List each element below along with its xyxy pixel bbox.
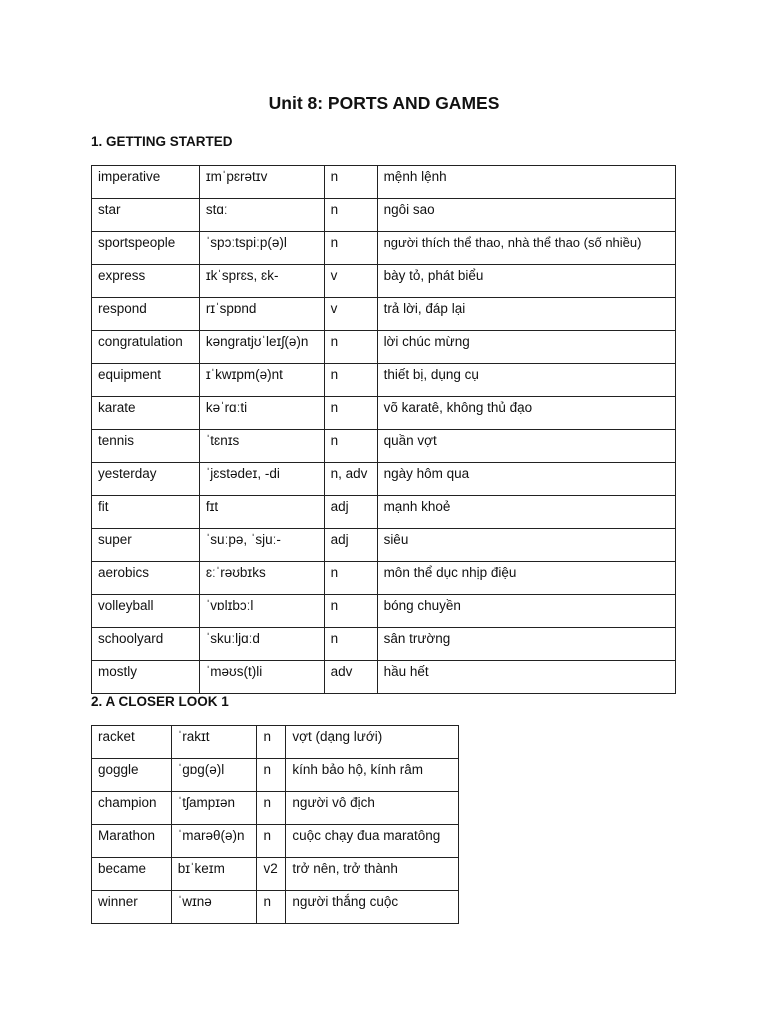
word-cell: racket [92,726,172,759]
meaning-cell: thiết bị, dụng cụ [377,364,675,397]
table-row [92,529,676,562]
word-cell: sportspeople [92,232,200,265]
meaning-cell: võ karatê, không thủ đạo [377,397,675,430]
table-row [92,397,676,430]
pronunciation-cell: ɪmˈpɛrətɪv [199,166,324,199]
part-of-speech-cell: v2 [257,858,286,891]
table-row [92,364,676,397]
part-of-speech-cell: n [324,199,377,232]
word-cell: schoolyard [92,628,200,661]
meaning-cell: lời chúc mừng [377,331,675,364]
word-cell: imperative [92,166,200,199]
part-of-speech-cell: n [257,825,286,858]
meaning-cell: ngôi sao [377,199,675,232]
table-row [92,825,459,858]
pronunciation-cell: kənɡratjʊˈleɪʃ(ə)n [199,331,324,364]
table-row [92,628,676,661]
part-of-speech-cell: n [324,397,377,430]
meaning-cell: bóng chuyền [377,595,675,628]
table-row [92,891,459,924]
word-cell: mostly [92,661,200,694]
meaning-cell: người vô địch [286,792,459,825]
meaning-cell: người thắng cuộc [286,891,459,924]
word-cell: champion [92,792,172,825]
section-heading-getting-started: 1. GETTING STARTED [91,134,233,149]
part-of-speech-cell: n [257,759,286,792]
part-of-speech-cell: n [324,364,377,397]
pronunciation-cell: kəˈrɑːti [199,397,324,430]
word-cell: respond [92,298,200,331]
part-of-speech-cell: n [324,331,377,364]
meaning-cell: trả lời, đáp lại [377,298,675,331]
pronunciation-cell: rɪˈspɒnd [199,298,324,331]
table-row [92,661,676,694]
pronunciation-cell: ˈsuːpə, ˈsjuː- [199,529,324,562]
table-row [92,331,676,364]
word-cell: winner [92,891,172,924]
pronunciation-cell: ɛːˈrəʊbɪks [199,562,324,595]
table-row [92,232,676,265]
meaning-cell: siêu [377,529,675,562]
table-row [92,858,459,891]
table-row [92,298,676,331]
meaning-cell: sân trường [377,628,675,661]
pronunciation-cell: ˈskuːljɑːd [199,628,324,661]
part-of-speech-cell: v [324,298,377,331]
word-cell: congratulation [92,331,200,364]
word-cell: express [92,265,200,298]
pronunciation-cell: ɪˈkwɪpm(ə)nt [199,364,324,397]
pronunciation-cell: ˈwɪnə [171,891,257,924]
pronunciation-cell: bɪˈkeɪm [171,858,257,891]
table-row [92,496,676,529]
word-cell: Marathon [92,825,172,858]
pronunciation-cell: stɑː [199,199,324,232]
vocabulary-table-getting-started [91,165,676,694]
pronunciation-cell: ˈspɔːtspiːp(ə)l [199,232,324,265]
part-of-speech-cell: n [324,595,377,628]
part-of-speech-cell: n [324,166,377,199]
part-of-speech-cell: n [257,792,286,825]
part-of-speech-cell: n [324,232,377,265]
pronunciation-cell: ˈtɛnɪs [199,430,324,463]
part-of-speech-cell: n [324,628,377,661]
table-row [92,726,459,759]
table-row [92,166,676,199]
table-row [92,463,676,496]
part-of-speech-cell: n [257,726,286,759]
pronunciation-cell: ɪkˈsprɛs, ɛk- [199,265,324,298]
pronunciation-cell: ˈvɒlɪbɔːl [199,595,324,628]
meaning-cell: bày tỏ, phát biểu [377,265,675,298]
word-cell: fit [92,496,200,529]
meaning-cell: vợt (dạng lưới) [286,726,459,759]
meaning-cell: ngày hôm qua [377,463,675,496]
word-cell: became [92,858,172,891]
table-row [92,595,676,628]
meaning-cell: quần vợt [377,430,675,463]
word-cell: volleyball [92,595,200,628]
word-cell: super [92,529,200,562]
part-of-speech-cell: n, adv [324,463,377,496]
section-heading-closer-look: 2. A CLOSER LOOK 1 [91,694,229,709]
table-row [92,562,676,595]
pronunciation-cell: ˈməʊs(t)li [199,661,324,694]
pronunciation-cell: ˈɡɒɡ(ə)l [171,759,257,792]
table-row [92,792,459,825]
table-row [92,199,676,232]
pronunciation-cell: fɪt [199,496,324,529]
word-cell: goggle [92,759,172,792]
part-of-speech-cell: n [257,891,286,924]
table-row [92,430,676,463]
word-cell: yesterday [92,463,200,496]
part-of-speech-cell: n [324,562,377,595]
word-cell: tennis [92,430,200,463]
pronunciation-cell: ˈmarəθ(ə)n [171,825,257,858]
part-of-speech-cell: adj [324,496,377,529]
meaning-cell: mạnh khoẻ [377,496,675,529]
meaning-cell: mệnh lệnh [377,166,675,199]
part-of-speech-cell: v [324,265,377,298]
page-title: Unit 8: PORTS AND GAMES [268,93,500,113]
meaning-cell: cuộc chạy đua maratông [286,825,459,858]
part-of-speech-cell: n [324,430,377,463]
pronunciation-cell: ˈjɛstədeɪ, -di [199,463,324,496]
word-cell: karate [92,397,200,430]
word-cell: equipment [92,364,200,397]
pronunciation-cell: ˈrakɪt [171,726,257,759]
table-row [92,759,459,792]
meaning-cell: môn thể dục nhịp điệu [377,562,675,595]
word-cell: star [92,199,200,232]
part-of-speech-cell: adv [324,661,377,694]
word-cell: aerobics [92,562,200,595]
meaning-cell: kính bảo hộ, kính râm [286,759,459,792]
table-row [92,265,676,298]
meaning-cell: hầu hết [377,661,675,694]
meaning-cell: người thích thể thao, nhà thể thao (số nhiều) [377,232,675,265]
vocabulary-table-closer-look [91,725,459,924]
part-of-speech-cell: adj [324,529,377,562]
meaning-cell: trở nên, trở thành [286,858,459,891]
pronunciation-cell: ˈtʃampɪən [171,792,257,825]
